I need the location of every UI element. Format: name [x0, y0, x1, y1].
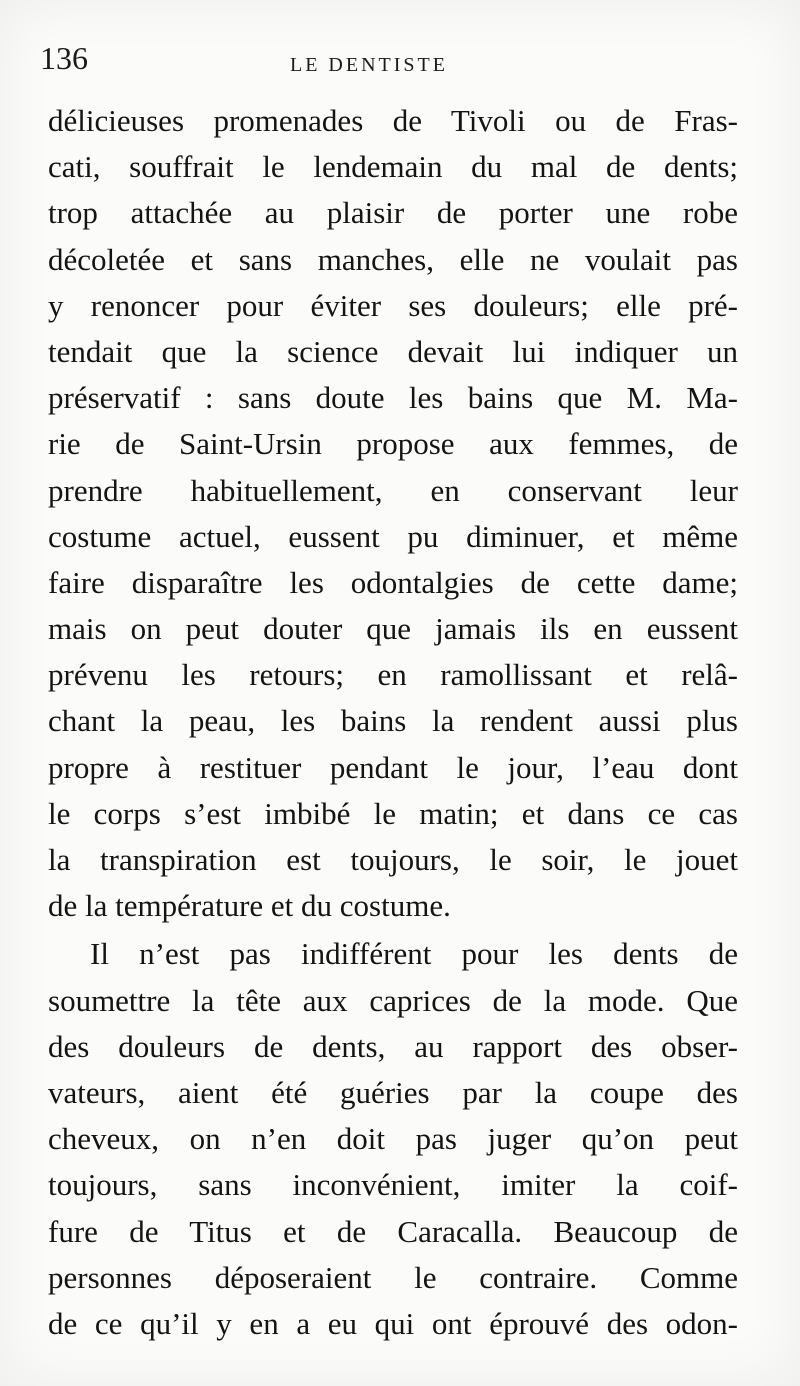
text-line: fure de Titus et de Caracalla. Beaucoup de: [48, 1213, 738, 1249]
page-header: [40, 42, 760, 82]
text-line: tendait que la science devait lui indiquer un: [48, 333, 738, 369]
text-line: cati, souffrait le lendemain du mal de dents;: [48, 149, 738, 185]
text-line: cheveux, on n’en doit pas juger qu’on peut: [48, 1121, 738, 1157]
text-line: personnes déposeraient le contraire. Comme: [48, 1259, 738, 1295]
text-line: des douleurs de dents, au rapport des obser-: [48, 1028, 738, 1064]
text-line: vateurs, aient été guéries par la coupe des: [48, 1074, 738, 1110]
text-line: rie de Saint-Ursin propose aux femmes, de: [48, 426, 738, 462]
body-text: [48, 98, 738, 1347]
text-line: toujours, sans inconvénient, imiter la coif-: [48, 1167, 738, 1203]
running-head: LE DENTISTE: [290, 54, 448, 76]
text-line: prendre habituellement, en conservant leur: [48, 472, 738, 508]
paragraph: [48, 98, 738, 929]
text-line: mais on peut douter que jamais ils en eussent: [48, 611, 738, 647]
text-line: chant la peau, les bains la rendent aussi plus: [48, 703, 738, 739]
text-line: préservatif : sans doute les bains que M. Ma-: [48, 380, 738, 416]
text-line: la transpiration est toujours, le soir, le jouet: [48, 842, 738, 877]
text-line: Il n’est pas indifférent pour les dents de: [90, 936, 738, 972]
text-line: décoletée et sans manches, elle ne voulait pas: [48, 241, 738, 277]
text-line: y renoncer pour éviter ses douleurs; elle pré-: [48, 287, 738, 323]
text-line: le corps s’est imbibé le matin; et dans ce cas: [48, 795, 738, 831]
page-number: 136: [40, 40, 88, 76]
text-line: trop attachée au plaisir de porter une robe: [48, 195, 738, 231]
text-line: de la température et du costume.: [48, 888, 451, 924]
text-line: costume actuel, eussent pu diminuer, et même: [48, 518, 738, 554]
text-line: faire disparaître les odontalgies de cette dame;: [48, 564, 738, 600]
text-line: soumettre la tête aux caprices de la mode. Que: [48, 982, 738, 1018]
text-line: propre à restituer pendant le jour, l’eau dont: [48, 749, 738, 785]
text-line: prévenu les retours; en ramollissant et relâ-: [48, 657, 738, 693]
text-line: délicieuses promenades de Tivoli ou de Fras-: [48, 103, 738, 138]
text-line: de ce qu’il y en a eu qui ont éprouvé des odon-: [48, 1305, 738, 1341]
paragraph: [48, 931, 738, 1347]
